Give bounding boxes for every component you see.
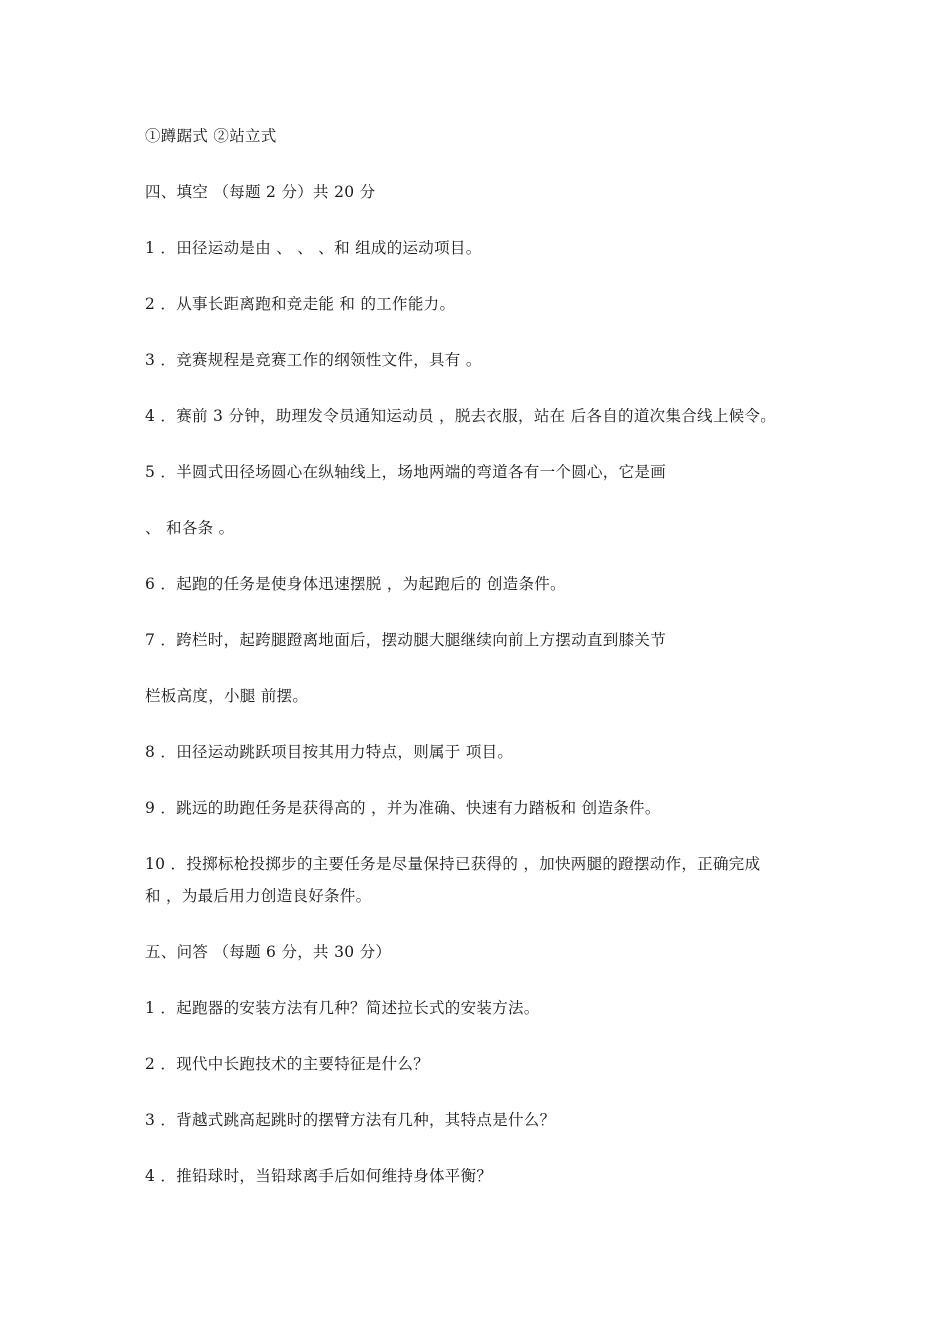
question-line: 4 ．赛前 3 分钟，助理发令员通知运动员 ，脱去衣服，站在 后各自的道次集合线上候令。 xyxy=(145,407,777,425)
question-line: 4 ．推铅球时，当铅球离手后如何维持身体平衡？ xyxy=(145,1167,493,1185)
question-continuation-line: 和 ，为最后用力创造良好条件。 xyxy=(145,887,372,905)
question-continuation-line: 栏板高度，小腿 前摆。 xyxy=(145,687,309,705)
question-line: 10 ．投掷标枪投掷步的主要任务是尽量保持已获得的 ，加快两腿的蹬摆动作，正确完成 xyxy=(145,855,761,873)
question-line: 1 ．起跑器的安装方法有几种？简述拉长式的安装方法。 xyxy=(145,999,540,1017)
question-line: 3 ．竞赛规程是竞赛工作的纲领性文件，具有 。 xyxy=(145,351,482,369)
section-heading-qa: 五、问答 （每题 6 分，共 30 分） xyxy=(145,943,392,961)
question-line: 5 ．半圆式田径场圆心在纵轴线上，场地两端的弯道各有一个圆心，它是画 xyxy=(145,463,666,481)
question-line: 1 ．田径运动是由 、 、 、和 组成的运动项目。 xyxy=(145,239,482,257)
answer-options-line: ①蹲踞式 ②站立式 xyxy=(145,127,277,145)
question-line: 7 ．跨栏时，起跨腿蹬离地面后，摆动腿大腿继续向前上方摆动直到膝关节 xyxy=(145,631,666,649)
question-line: 6 ．起跑的任务是使身体迅速摆脱 ，为起跑后的 创造条件。 xyxy=(145,575,566,593)
question-line: 2 ．现代中长跑技术的主要特征是什么？ xyxy=(145,1055,429,1073)
question-continuation-line: 、 和各条 。 xyxy=(145,519,235,537)
question-line: 2 ．从事长距离跑和竞走能 和 的工作能力。 xyxy=(145,295,456,313)
question-line: 3 ．背越式跳高起跳时的摆臂方法有几种，其特点是什么？ xyxy=(145,1111,556,1129)
question-line: 8 ．田径运动跳跃项目按其用力特点，则属于 项目。 xyxy=(145,743,514,761)
question-line: 9 ．跳远的助跑任务是获得高的 ，并为准确、快速有力踏板和 创造条件。 xyxy=(145,799,661,817)
section-heading-fill-blank: 四、填空 （每题 2 分）共 20 分 xyxy=(145,183,376,201)
